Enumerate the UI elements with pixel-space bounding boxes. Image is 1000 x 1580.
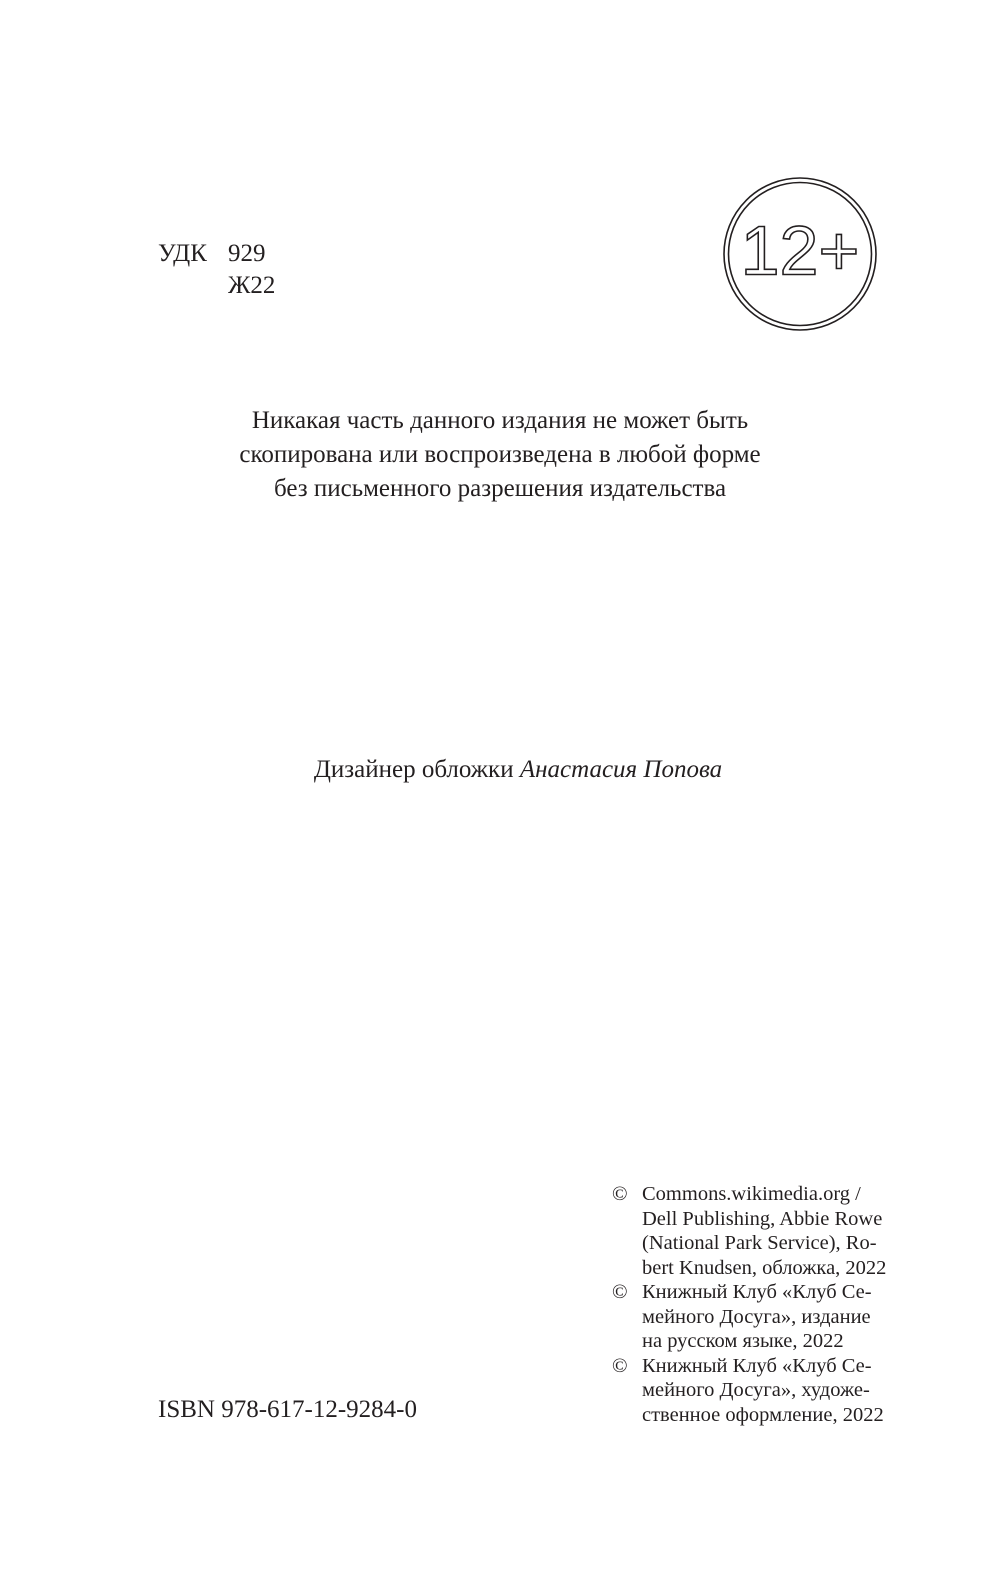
copyright-line: мейного Досуга», издание	[642, 1305, 871, 1328]
copyright-notices	[612, 1182, 887, 1427]
copyright-entry	[612, 1280, 884, 1354]
copyright-line: на русском языке, 2022	[642, 1330, 844, 1352]
notice-line: Никакая часть данного издания не может быть	[251, 407, 749, 434]
copyright-line: мейного Досуга», художе-	[642, 1379, 870, 1401]
copyright-symbol: ©	[612, 1354, 628, 1377]
classification-block	[158, 238, 275, 302]
age-rating-label: 12+	[740, 211, 860, 290]
copyright-entry	[612, 1354, 884, 1428]
copyright-line: ственное оформление, 2022	[642, 1403, 884, 1426]
notice-line: без письменного разрешения издательства	[273, 475, 727, 502]
bbk-row	[158, 270, 275, 302]
isbn: ISBN 978-617-12-9284-0	[158, 1396, 418, 1423]
age-rating-badge	[722, 176, 878, 332]
udk-value: 929	[228, 240, 266, 267]
copyright-entry	[612, 1182, 887, 1280]
copyright-line: bert Knudsen, обложка, 2022	[642, 1256, 887, 1279]
reproduction-notice	[150, 404, 850, 506]
cover-designer-credit	[150, 753, 886, 787]
bbk-code: Ж22	[228, 272, 276, 299]
notice-line: скопирована или воспроизведена в любой форме	[239, 441, 761, 468]
copyright-line: Книжный Клуб «Клуб Се-	[642, 1354, 872, 1377]
udk-label: УДК	[158, 240, 207, 267]
copyright-line: Commons.wikimedia.org /	[642, 1183, 861, 1205]
copyright-symbol: ©	[612, 1281, 628, 1303]
copyright-symbol: ©	[612, 1183, 628, 1205]
copyright-line: (National Park Service), Ro-	[642, 1232, 877, 1254]
designer-role: Дизайнер обложки	[313, 756, 514, 783]
designer-name: Анастасия Попова	[519, 756, 723, 783]
copyright-line: Книжный Клуб «Клуб Се-	[642, 1281, 872, 1303]
copyright-line: Dell Publishing, Abbie Rowe	[642, 1207, 883, 1230]
udk-row	[158, 238, 275, 270]
